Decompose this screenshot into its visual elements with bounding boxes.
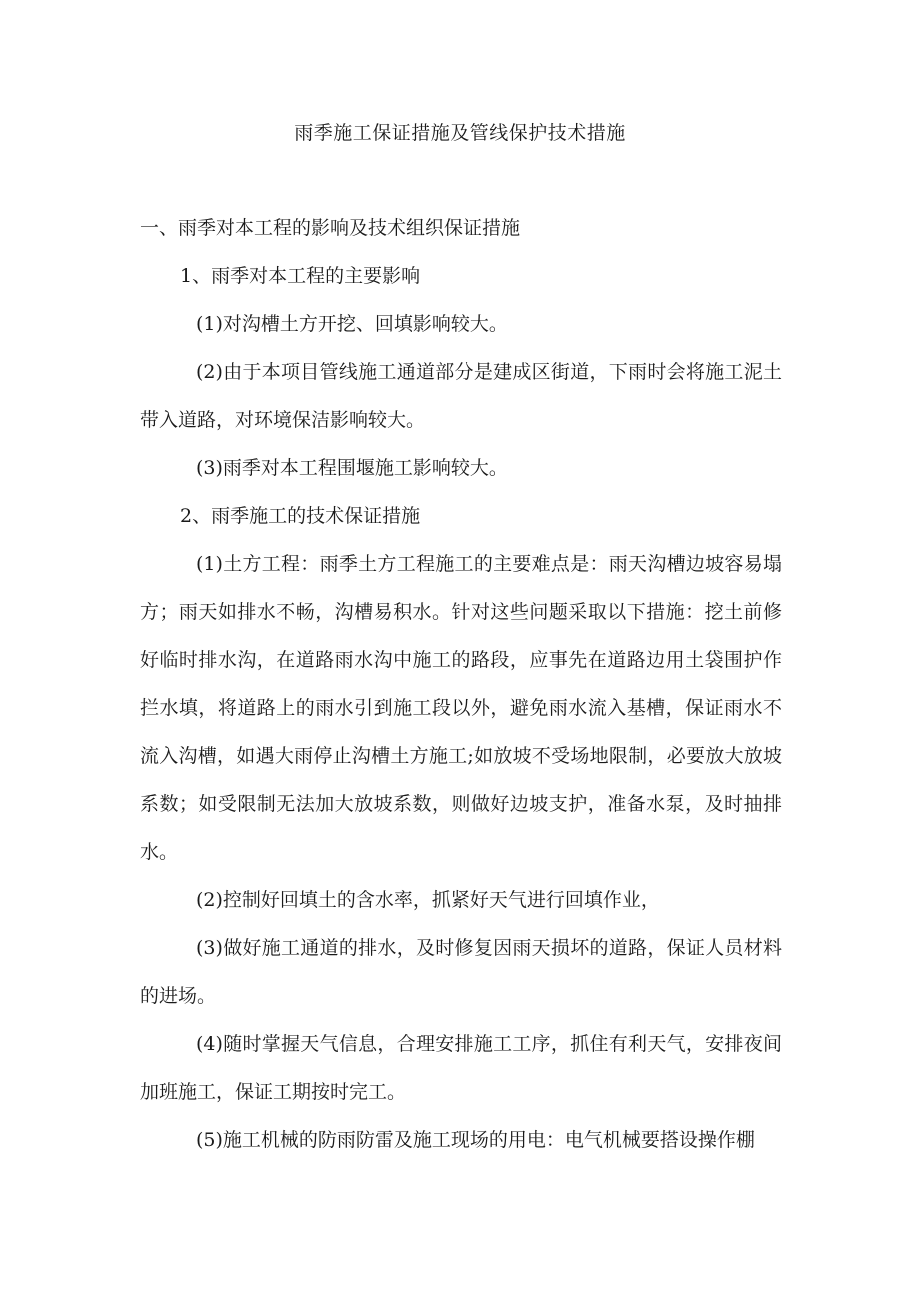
paragraph: (1)土方工程：雨季土方工程施工的主要难点是：雨天沟槽边坡容易塌方；雨天如排水不畅，沟槽易积水。针对这些问题采取以下措施：挖土前修好临时排水沟，在道路雨水沟中施工的路段，应事先在道路边用土袋围护作拦水填，将道路上的雨水引到施工段以外，避免雨水流入基槽，保证雨水不流入沟槽，如遇大雨停止沟槽土方施工;如放坡不受场地限制，必要放大放坡系数；如受限制无法加大放坡系数，则做好边坡支护，准备水泵，及时抽排水。 xyxy=(140,553,782,863)
subsection-heading: 1、雨季对本工程的主要影响 xyxy=(180,265,421,287)
subsection-heading: 2、雨季施工的技术保证措施 xyxy=(180,505,421,527)
paragraph: (2)由于本项目管线施工通道部分是建成区街道，下雨时会将施工泥土带入道路，对环境保洁影响较大。 xyxy=(140,361,782,431)
paragraph: (3)雨季对本工程围堰施工影响较大。 xyxy=(196,457,508,479)
paragraph: (1)对沟槽土方开挖、回填影响较大。 xyxy=(196,313,508,335)
document-body xyxy=(140,204,782,1164)
document-title: 雨季施工保证措施及管线保护技术措施 xyxy=(294,122,626,144)
paragraph: (4)随时掌握天气信息，合理安排施工工序，抓住有利天气，安排夜间加班施工，保证工期按时完工。 xyxy=(140,1033,782,1103)
paragraph: (5)施工机械的防雨防雷及施工现场的用电：电气机械要搭设操作棚 xyxy=(196,1129,755,1151)
paragraph: (2)控制好回填土的含水率，抓紧好天气进行回填作业， xyxy=(196,889,660,911)
section-heading: 一、雨季对本工程的影响及技术组织保证措施 xyxy=(140,217,521,239)
paragraph: (3)做好施工通道的排水，及时修复因雨天损坏的道路，保证人员材料的进场。 xyxy=(140,937,782,1007)
